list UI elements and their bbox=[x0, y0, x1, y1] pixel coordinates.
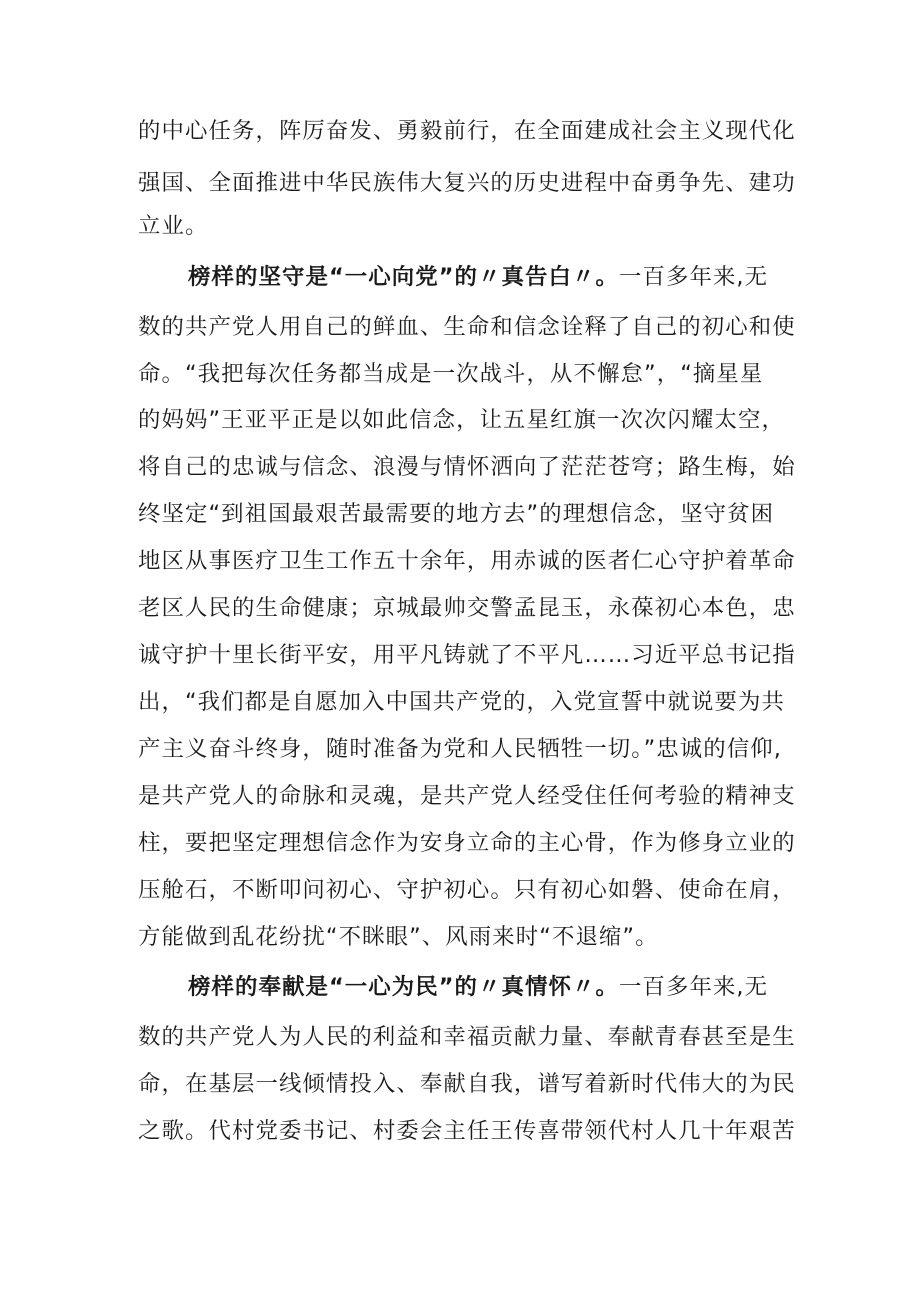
paragraph-2-line-1: 一百多年来,无 bbox=[618, 264, 769, 290]
paragraph-2-line-7: 地区从事医疗卫生工作五十余年，用赤诚的医者仁心守护着革命 bbox=[138, 548, 796, 574]
paragraph-2-line-12: 是共产党人的命脉和灵魂，是共产党人经受住任何考验的精神支 bbox=[138, 783, 796, 809]
paragraph-2-line-5: 将自己的忠诚与信念、浪漫与情怀洒向了茫茫苍穹；路生梅，始 bbox=[138, 454, 796, 480]
paragraph-2-line-15: 方能做到乱花纷扰“不眯眼”、风雨来时“不退缩”。 bbox=[138, 924, 659, 950]
paragraph-3-heading: 榜样的奉献是“一心为民”的〃真情怀〃。 bbox=[188, 974, 619, 1000]
paragraph-2-line-13: 柱，要把坚定理想信念作为安身立命的主心骨，作为修身立业的 bbox=[138, 830, 796, 856]
paragraph-2-line-9: 诚守护十里长街平安，用平凡铸就了不平凡……习近平总书记指 bbox=[138, 642, 796, 668]
paragraph-2-line-11: 产主义奋斗终身，随时准备为党和人民牺牲一切。”忠诚的信仰, bbox=[138, 736, 782, 762]
paragraph-3-line-3: 命，在基层一线倾情投入、奉献自我，谱写着新时代伟大的为民 bbox=[138, 1071, 796, 1097]
paragraph-2-heading: 榜样的坚守是“一心向党”的〃真告白〃。 bbox=[188, 264, 619, 290]
paragraph-3-line-1: 一百多年来,无 bbox=[618, 974, 769, 1000]
paragraph-1-line-1: 的中心任务，阵厉奋发、勇毅前行，在全面建成社会主义现代化 bbox=[138, 118, 796, 144]
paragraph-2-line-3: 命。“我把每次任务都当成是一次战斗，从不懈怠”，“摘星星 bbox=[138, 361, 764, 387]
paragraph-1-line-3: 立业。 bbox=[138, 213, 209, 239]
paragraph-3-line-4: 之歌。代村党委书记、村委会主任王传喜带领代村人几十年艰苦 bbox=[138, 1118, 796, 1144]
paragraph-2-line-8: 老区人民的生命健康；京城最帅交警孟昆玉，永葆初心本色，忠 bbox=[138, 595, 796, 621]
paragraph-3-line-2: 数的共产党人为人民的利益和幸福贡献力量、奉献青春甚至是生 bbox=[138, 1024, 796, 1050]
paragraph-2-first-line bbox=[188, 262, 800, 292]
paragraph-1-line-2: 强国、全面推进中华民族伟大复兴的历史进程中奋勇争先、建功 bbox=[138, 170, 796, 196]
paragraph-2-line-14: 压舱石，不断叩问初心、守护初心。只有初心如磐、使命在肩， bbox=[138, 877, 796, 903]
paragraph-2-line-6: 终坚定“到祖国最艰苦最需要的地方去”的理想信念，坚守贫困 bbox=[138, 501, 775, 527]
paragraph-2-line-2: 数的共产党人用自己的鲜血、生命和信念诠释了自己的初心和使 bbox=[138, 314, 796, 340]
paragraph-3-first-line bbox=[188, 972, 800, 1002]
paragraph-2-line-10: 出，“我们都是自愿加入中国共产党的，入党宣誓中就说要为共 bbox=[138, 689, 785, 715]
paragraph-2-line-4: 的妈妈”王亚平正是以如此信念，让五星红旗一次次闪耀太空， bbox=[138, 407, 785, 433]
